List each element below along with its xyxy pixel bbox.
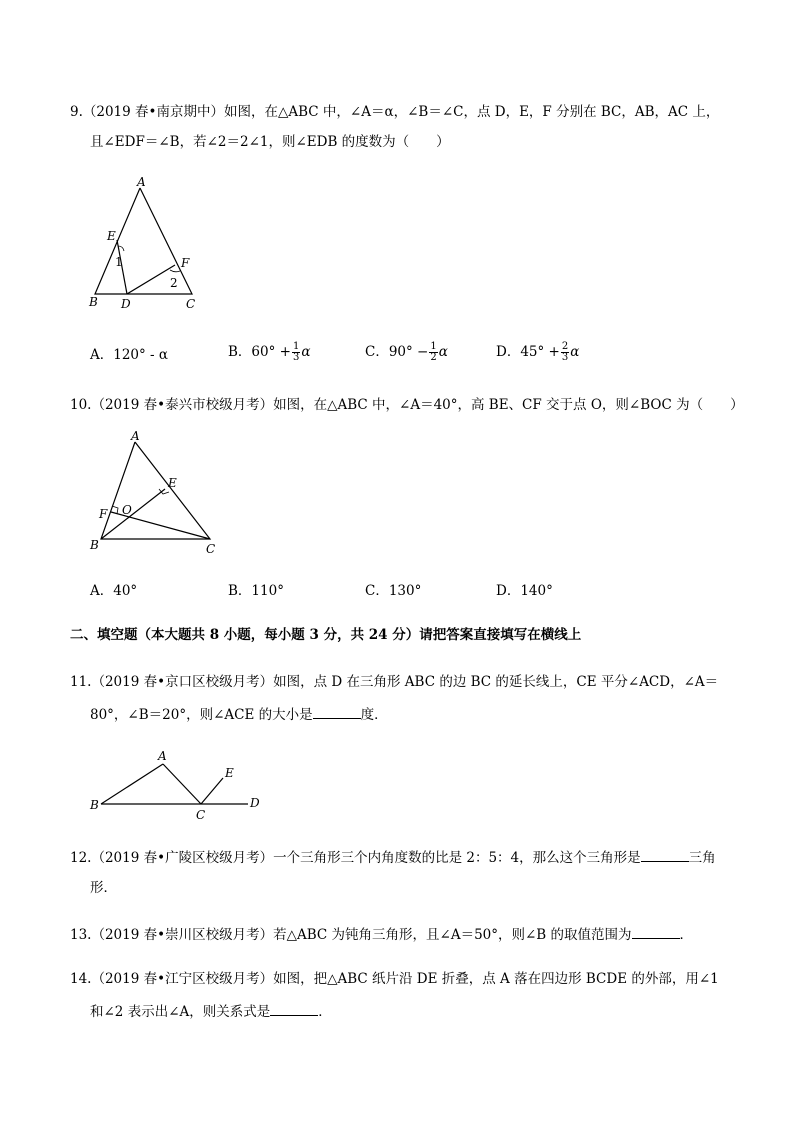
q11-label-a: A [158, 749, 167, 763]
q9-label-e: E [107, 229, 116, 243]
q11-label-c: C [196, 808, 206, 822]
q9-option-d [496, 342, 579, 363]
q9-label-b: B [89, 295, 98, 309]
q11-label-d: D [250, 796, 260, 810]
q9-label-c: C [186, 297, 196, 311]
q13-answer-blank[interactable] [632, 926, 680, 939]
q9-option-d-text: D．45° + [496, 344, 560, 360]
q10-option-c: C．130° [365, 583, 422, 599]
q9-label-1: 1 [115, 255, 123, 269]
q11-stem-line2 [90, 706, 388, 723]
q14-answer-blank[interactable] [270, 1003, 318, 1016]
q9-label-a: A [137, 175, 146, 189]
q9-stem-line2: 且∠EDF＝∠B，若∠2＝2∠1，则∠EDB 的度数为（ ） [90, 134, 450, 150]
q12-stem-line2: 形． [90, 880, 117, 896]
q14-stem-suffix: ． [318, 1004, 332, 1020]
q10-option-a: A．40° [90, 583, 138, 599]
q10-stem-line1: 10.（2019 春•泰兴市校级月考）如图，在△ABC 中，∠A＝40°，高 BE、CF 交于点 O，则∠BOC 为（ ） [70, 397, 744, 413]
q13-stem-line1 [70, 926, 693, 943]
q9-option-a: A．120° - α [90, 347, 169, 363]
q13-stem-suffix: ． [679, 927, 694, 943]
q9-options [90, 342, 650, 372]
q9-option-d-alpha: α [570, 344, 580, 360]
q9-stem-line1: 9.（2019 春•南京期中）如图，在△ABC 中，∠A＝α，∠B＝∠C，点 D，E，F 分别在 BC，AB，AC 上， [70, 104, 720, 120]
q12-stem-line1 [70, 849, 716, 866]
q11-side-ba [101, 764, 163, 804]
q9-option-c-alpha: α [438, 344, 448, 360]
q9-angle2-arc [170, 270, 180, 272]
q12-answer-blank[interactable] [641, 849, 689, 862]
q11-bisector-ce [201, 778, 223, 804]
q12-stem-text: 12.（2019 春•广陵区校级月考）一个三角形三个内角度数的比是 2：5：4，那么这个三角形是 [70, 850, 641, 866]
q10-options [90, 583, 650, 613]
q9-label-d: D [121, 297, 131, 311]
q10-altitude-be [101, 489, 165, 539]
q9-option-c [365, 342, 448, 363]
q9-option-b-fraction: $\frac{1}{3}$ [292, 341, 300, 363]
q10-option-d: D．140° [496, 583, 553, 599]
q9-option-b [228, 342, 310, 363]
q11-stem-suffix: 度． [360, 707, 388, 723]
section-heading: 二、填空题（本大题共 8 小题，每小题 3 分，共 24 分）请把答案直接填写在横线上 [70, 627, 582, 643]
q10-label-c: C [206, 542, 216, 556]
q11-stem-text: 80°，∠B＝20°，则∠ACE 的大小是 [90, 707, 313, 723]
q10-option-b: B．110° [228, 583, 284, 599]
q11-figure [88, 745, 268, 825]
q14-stem-line2 [90, 1003, 332, 1020]
q11-answer-blank[interactable] [313, 706, 361, 719]
q10-label-a: A [131, 429, 140, 443]
q9-label-2: 2 [170, 276, 178, 290]
q9-figure [85, 175, 205, 313]
q14-stem-text: 和∠2 表示出∠A，则关系式是 [90, 1004, 271, 1020]
q9-label-f: F [181, 256, 190, 270]
q9-segment-df [127, 265, 175, 294]
q12-stem-suffix: 三角 [688, 850, 716, 866]
q11-label-e: E [225, 766, 234, 780]
q10-figure [88, 429, 228, 557]
q10-label-b: B [90, 538, 99, 552]
q10-label-e: E [168, 476, 177, 490]
q9-option-b-text: B．60° + [228, 344, 291, 360]
q9-option-b-alpha: α [301, 344, 311, 360]
q11-label-b: B [90, 798, 99, 812]
q9-option-d-fraction: $\frac{2}{3}$ [561, 341, 569, 363]
q11-stem-line1: 11.（2019 春•京口区校级月考）如图，点 D 在三角形 ABC 的边 BC 的延长线上，CE 平分∠ACD，∠A＝ [70, 674, 719, 690]
q9-option-c-fraction: $\frac{1}{2}$ [430, 341, 437, 363]
q13-stem-text: 13.（2019 春•崇川区校级月考）若△ABC 为钝角三角形，且∠A＝50°，则∠B 的取值范围为 [70, 927, 632, 943]
q10-label-o: O [122, 503, 132, 517]
q9-option-c-text: C．90° − [365, 344, 429, 360]
q11-side-ac [163, 764, 201, 804]
q10-label-f: F [99, 507, 108, 521]
q14-stem-line1: 14.（2019 春•江宁区校级月考）如图，把△ABC 纸片沿 DE 折叠，点 A 落在四边形 BCDE 的外部，用∠1 [70, 971, 719, 987]
